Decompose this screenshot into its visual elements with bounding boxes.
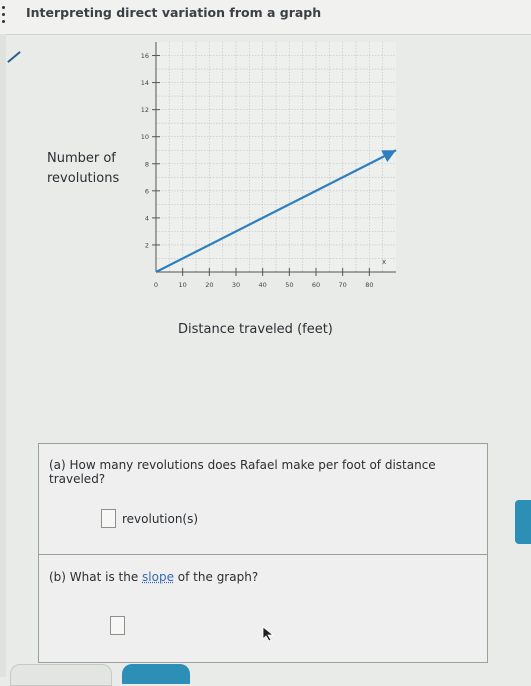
x-tick-label: 20 <box>205 281 214 289</box>
part-a-answer <box>101 509 198 528</box>
menu-icon[interactable] <box>0 2 8 28</box>
x-tick-label: 0 <box>153 281 159 289</box>
x-tick-label: 80 <box>365 281 374 289</box>
mouse-cursor-icon <box>262 626 276 642</box>
pen-mark-icon <box>7 51 21 63</box>
bottom-left-tab[interactable] <box>10 664 112 686</box>
part-a-answer-input[interactable] <box>101 509 116 528</box>
y-tick-label: 14 <box>140 79 149 88</box>
x-axis-label: Distance traveled (feet) <box>178 322 333 337</box>
part-b-suffix: of the graph? <box>173 570 259 584</box>
x-tick-label: 70 <box>338 281 347 289</box>
side-tab[interactable] <box>515 500 531 544</box>
y-tick-label: 2 <box>144 241 149 250</box>
y-tick-label: 6 <box>144 187 149 196</box>
slope-link[interactable]: slope <box>142 570 174 584</box>
part-a-unit-label: revolution(s) <box>122 511 199 526</box>
page-title: Interpreting direct variation from a graph <box>26 5 322 20</box>
part-b-answer-input[interactable] <box>110 616 125 635</box>
y-axis-label-line-1: Number of <box>47 151 116 166</box>
y-tick-label: 12 <box>140 106 149 115</box>
part-b-question <box>49 570 258 584</box>
divider <box>39 554 487 555</box>
y-tick-label: 16 <box>140 52 149 61</box>
y-tick-label: 10 <box>140 133 149 142</box>
y-tick-label: 4 <box>144 214 149 223</box>
x-tick-label: 50 <box>285 281 294 289</box>
x-tick-label: 60 <box>311 281 321 289</box>
part-b-answer <box>110 616 125 639</box>
x-tick-label: 40 <box>258 281 267 289</box>
y-tick-label: 8 <box>144 160 149 169</box>
left-margin <box>0 34 6 677</box>
x-tick-label: 10 <box>178 281 187 289</box>
y-axis-label <box>47 149 119 189</box>
x-axis-symbol: x <box>382 258 387 266</box>
y-axis-label-line-2: revolutions <box>47 171 120 186</box>
bottom-button[interactable] <box>122 664 190 684</box>
part-a-question: (a) How many revolutions does Rafael make per foot of distance traveled? <box>49 458 436 486</box>
part-b-prefix: (b) What is the <box>49 570 143 584</box>
x-tick-label: 30 <box>231 281 241 289</box>
direct-variation-chart <box>120 30 400 295</box>
